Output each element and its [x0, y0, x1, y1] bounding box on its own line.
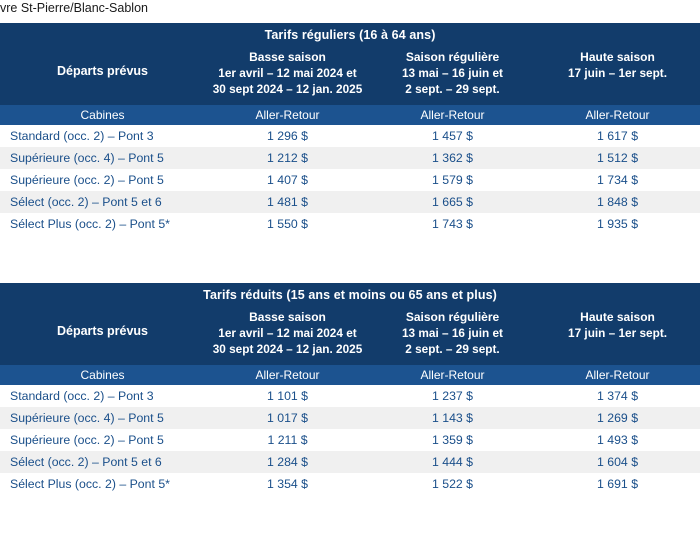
season-dates-line1: 17 juin – 1er sept. — [568, 66, 668, 80]
price-cell: 1 935 $ — [535, 213, 700, 235]
season-header-high — [535, 307, 700, 365]
table-subheader-row — [0, 365, 700, 385]
price-cell: 1 734 $ — [535, 169, 700, 191]
cabin-label: Sélect Plus (occ. 2) – Pont 5* — [0, 213, 205, 235]
price-cell: 1 444 $ — [370, 451, 535, 473]
table-header-row — [0, 307, 700, 365]
price-cell: 1 512 $ — [535, 147, 700, 169]
price-cell: 1 269 $ — [535, 407, 700, 429]
season-dates-line1: 13 mai – 16 juin et — [402, 66, 503, 80]
season-dates-line1: 13 mai – 16 juin et — [402, 326, 503, 340]
price-cell: 1 362 $ — [370, 147, 535, 169]
cabin-label: Supérieure (occ. 4) – Pont 5 — [0, 147, 205, 169]
cabins-header: Cabines — [0, 105, 205, 125]
season-header-low — [205, 307, 370, 365]
season-header-low — [205, 47, 370, 105]
table-row — [0, 169, 700, 191]
cabin-label: Supérieure (occ. 4) – Pont 5 — [0, 407, 205, 429]
table-row — [0, 429, 700, 451]
cabin-label: Sélect (occ. 2) – Pont 5 et 6 — [0, 191, 205, 213]
price-cell: 1 407 $ — [205, 169, 370, 191]
price-cell: 1 493 $ — [535, 429, 700, 451]
table-row — [0, 213, 700, 235]
table-row — [0, 473, 700, 495]
season-header-regular — [370, 47, 535, 105]
season-name: Basse saison — [249, 50, 326, 64]
season-dates-line2: 30 sept 2024 – 12 jan. 2025 — [212, 82, 363, 96]
price-cell: 1 296 $ — [205, 125, 370, 147]
price-cell: 1 457 $ — [370, 125, 535, 147]
table-title: Tarifs réduits (15 ans et moins ou 65 ans et plus) — [0, 283, 700, 307]
cabin-label: Supérieure (occ. 2) – Pont 5 — [0, 429, 205, 451]
price-cell: 1 374 $ — [535, 385, 700, 407]
season-dates-line2: 2 sept. – 29 sept. — [405, 342, 500, 356]
table-footer-spacer — [0, 495, 700, 503]
season-dates-line1: 1er avril – 12 mai 2024 et — [218, 326, 357, 340]
season-name: Saison régulière — [405, 50, 500, 64]
table-title: Tarifs réguliers (16 à 64 ans) — [0, 23, 700, 47]
cabin-label: Standard (occ. 2) – Pont 3 — [0, 125, 205, 147]
price-cell: 1 481 $ — [205, 191, 370, 213]
price-cell: 1 743 $ — [370, 213, 535, 235]
season-dates-line2: 30 sept 2024 – 12 jan. 2025 — [212, 342, 363, 356]
price-cell: 1 212 $ — [205, 147, 370, 169]
cabins-header: Cabines — [0, 365, 205, 385]
trip-type-header: Aller-Retour — [205, 365, 370, 385]
table-title-row — [0, 283, 700, 307]
reduced-fares-table — [0, 283, 700, 503]
price-cell: 1 617 $ — [535, 125, 700, 147]
season-name: Basse saison — [249, 310, 326, 324]
price-cell: 1 691 $ — [535, 473, 700, 495]
trip-type-header: Aller-Retour — [535, 105, 700, 125]
tables-separator — [0, 243, 700, 283]
cabin-label: Standard (occ. 2) – Pont 3 — [0, 385, 205, 407]
season-dates-line1: 17 juin – 1er sept. — [568, 326, 668, 340]
price-cell: 1 359 $ — [370, 429, 535, 451]
cabin-label: Sélect Plus (occ. 2) – Pont 5* — [0, 473, 205, 495]
season-header-regular — [370, 307, 535, 365]
trip-type-header: Aller-Retour — [535, 365, 700, 385]
trip-type-header: Aller-Retour — [370, 365, 535, 385]
trip-type-header: Aller-Retour — [370, 105, 535, 125]
price-cell: 1 101 $ — [205, 385, 370, 407]
table-row — [0, 147, 700, 169]
table-header-row — [0, 47, 700, 105]
season-name: Saison régulière — [405, 310, 500, 324]
table-row — [0, 385, 700, 407]
season-dates-line2: 2 sept. – 29 sept. — [405, 82, 500, 96]
season-name: Haute saison — [580, 50, 655, 64]
price-cell: 1 848 $ — [535, 191, 700, 213]
regular-fares-table — [0, 23, 700, 243]
table-row — [0, 451, 700, 473]
price-cell: 1 665 $ — [370, 191, 535, 213]
season-dates-line1: 1er avril – 12 mai 2024 et — [218, 66, 357, 80]
trip-type-header: Aller-Retour — [205, 105, 370, 125]
table-row — [0, 125, 700, 147]
departures-header: Départs prévus — [0, 307, 205, 365]
price-cell: 1 550 $ — [205, 213, 370, 235]
price-cell: 1 211 $ — [205, 429, 370, 451]
departures-header: Départs prévus — [0, 47, 205, 105]
table-subheader-row — [0, 105, 700, 125]
price-cell: 1 604 $ — [535, 451, 700, 473]
price-cell: 1 143 $ — [370, 407, 535, 429]
price-cell: 1 579 $ — [370, 169, 535, 191]
price-cell: 1 354 $ — [205, 473, 370, 495]
page-title: vre St-Pierre/Blanc-Sablon — [0, 1, 148, 15]
price-cell: 1 284 $ — [205, 451, 370, 473]
season-header-high — [535, 47, 700, 105]
table-row — [0, 191, 700, 213]
cabin-label: Sélect (occ. 2) – Pont 5 et 6 — [0, 451, 205, 473]
price-cell: 1 522 $ — [370, 473, 535, 495]
season-name: Haute saison — [580, 310, 655, 324]
price-cell: 1 237 $ — [370, 385, 535, 407]
table-title-row — [0, 23, 700, 47]
cabin-label: Supérieure (occ. 2) – Pont 5 — [0, 169, 205, 191]
table-row — [0, 407, 700, 429]
price-cell: 1 017 $ — [205, 407, 370, 429]
table-footer-spacer — [0, 235, 700, 243]
